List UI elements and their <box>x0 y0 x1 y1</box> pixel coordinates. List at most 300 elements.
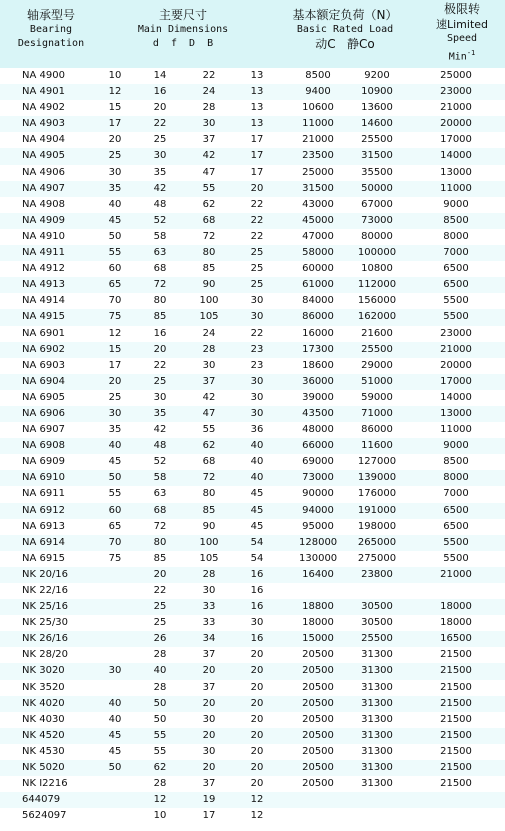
header-speed-cn2: 速Limited <box>435 18 489 31</box>
cell-d: 50 <box>108 472 122 484</box>
table-row <box>0 728 505 744</box>
cell-f: 28 <box>153 649 167 661</box>
cell-designation: NA 6901 <box>22 327 65 339</box>
cell-B: 23 <box>250 359 264 371</box>
cell-d: 45 <box>108 729 122 741</box>
header-load-sub: 动C 静Co <box>315 37 375 51</box>
cell-static-load: 31300 <box>361 745 393 757</box>
cell-static-load: 265000 <box>357 536 397 548</box>
cell-f: 30 <box>153 391 167 403</box>
cell-speed: 11000 <box>440 182 472 194</box>
table-header <box>0 0 505 68</box>
cell-D: 20 <box>202 729 216 741</box>
cell-D: 62 <box>202 440 216 452</box>
table-row <box>0 744 505 760</box>
cell-dynamic-load: 94000 <box>302 504 334 516</box>
cell-speed: 11000 <box>440 424 472 436</box>
cell-designation: NA 6908 <box>22 440 65 452</box>
header-load-cn: 基本额定负荷（N） <box>292 8 398 22</box>
cell-designation: NA 6914 <box>22 536 65 548</box>
cell-static-load: 191000 <box>357 504 397 516</box>
cell-speed: 23000 <box>440 327 472 339</box>
cell-designation: NA 6912 <box>22 504 65 516</box>
cell-d: 15 <box>108 102 122 114</box>
cell-B: 17 <box>250 134 264 146</box>
cell-D: 72 <box>202 472 216 484</box>
cell-designation: NK 3020 <box>22 665 65 677</box>
cell-f: 20 <box>153 343 167 355</box>
cell-D: 90 <box>202 279 216 291</box>
cell-B: 54 <box>250 552 264 564</box>
cell-B: 25 <box>250 279 264 291</box>
table-row <box>0 116 505 132</box>
cell-B: 30 <box>250 311 264 323</box>
cell-B: 36 <box>250 424 264 436</box>
cell-D: 30 <box>202 118 216 130</box>
cell-dynamic-load: 31500 <box>302 182 334 194</box>
cell-designation: NA 6915 <box>22 552 65 564</box>
table-row <box>0 406 505 422</box>
cell-static-load: 29000 <box>361 359 393 371</box>
table-row <box>0 615 505 631</box>
cell-f: 50 <box>153 697 167 709</box>
cell-speed: 21000 <box>440 343 472 355</box>
cell-designation: NA 4902 <box>22 102 65 114</box>
cell-dynamic-load: 17300 <box>302 343 334 355</box>
cell-speed: 21500 <box>440 697 472 709</box>
cell-d: 25 <box>108 150 122 162</box>
cell-dynamic-load: 16000 <box>302 327 334 339</box>
cell-speed: 20000 <box>440 118 472 130</box>
cell-dynamic-load: 20500 <box>302 778 334 790</box>
cell-designation: NA 4903 <box>22 118 65 130</box>
cell-B: 40 <box>250 472 264 484</box>
cell-D: 30 <box>202 745 216 757</box>
cell-B: 30 <box>250 295 264 307</box>
cell-D: 34 <box>202 633 216 645</box>
cell-D: 28 <box>202 102 216 114</box>
cell-d: 45 <box>108 745 122 757</box>
cell-D: 85 <box>202 263 216 275</box>
cell-speed: 8500 <box>443 456 469 468</box>
cell-designation: NA 4905 <box>22 150 65 162</box>
table-row <box>0 374 505 390</box>
cell-d: 55 <box>108 247 122 259</box>
cell-speed: 21500 <box>440 745 472 757</box>
header-dims-cn: 主要尺寸 <box>158 8 207 22</box>
cell-B: 25 <box>250 263 264 275</box>
cell-static-load: 23800 <box>361 568 393 580</box>
cell-f: 12 <box>153 794 167 806</box>
cell-f: 22 <box>153 118 167 130</box>
cell-dynamic-load: 18600 <box>302 359 334 371</box>
cell-d: 70 <box>108 536 122 548</box>
cell-f: 22 <box>153 359 167 371</box>
cell-static-load: 31300 <box>361 649 393 661</box>
cell-speed: 14000 <box>440 391 472 403</box>
cell-D: 24 <box>202 86 216 98</box>
table-row <box>0 486 505 502</box>
table-row <box>0 358 505 374</box>
header-dims-en1: Main Dimensions <box>137 24 229 35</box>
cell-designation: NA 6911 <box>22 488 65 500</box>
cell-static-load: 31300 <box>361 681 393 693</box>
cell-static-load: 80000 <box>361 230 393 242</box>
cell-B: 17 <box>250 150 264 162</box>
table-row <box>0 132 505 148</box>
cell-static-load: 31300 <box>361 665 393 677</box>
table-row <box>0 680 505 696</box>
cell-B: 45 <box>250 520 264 532</box>
cell-B: 16 <box>250 568 264 580</box>
cell-d: 45 <box>108 214 122 226</box>
cell-f: 42 <box>153 424 167 436</box>
cell-D: 72 <box>202 230 216 242</box>
cell-D: 28 <box>202 568 216 580</box>
cell-speed: 5500 <box>443 536 469 548</box>
cell-static-load: 112000 <box>357 279 397 291</box>
cell-dynamic-load: 47000 <box>302 230 334 242</box>
cell-speed: 13000 <box>440 407 472 419</box>
cell-dynamic-load: 69000 <box>302 456 334 468</box>
cell-dynamic-load: 16400 <box>302 568 334 580</box>
cell-d: 35 <box>108 424 122 436</box>
table-row <box>0 519 505 535</box>
cell-D: 37 <box>202 375 216 387</box>
cell-static-load: 13600 <box>361 102 393 114</box>
cell-d: 40 <box>108 440 122 452</box>
cell-dynamic-load: 20500 <box>302 729 334 741</box>
table-row <box>0 712 505 728</box>
cell-speed: 21500 <box>440 681 472 693</box>
cell-D: 62 <box>202 198 216 210</box>
cell-static-load: 25500 <box>361 343 393 355</box>
cell-D: 37 <box>202 134 216 146</box>
cell-speed: 8500 <box>443 214 469 226</box>
cell-D: 80 <box>202 488 216 500</box>
cell-dynamic-load: 18000 <box>302 617 334 629</box>
cell-f: 63 <box>153 247 167 259</box>
cell-speed: 21500 <box>440 665 472 677</box>
cell-f: 52 <box>153 456 167 468</box>
cell-speed: 5500 <box>443 311 469 323</box>
table-row <box>0 438 505 454</box>
cell-B: 45 <box>250 504 264 516</box>
cell-D: 85 <box>202 504 216 516</box>
table-row <box>0 309 505 325</box>
cell-dynamic-load: 58000 <box>302 247 334 259</box>
cell-speed: 17000 <box>440 375 472 387</box>
cell-designation: NA 6909 <box>22 456 65 468</box>
cell-f: 80 <box>153 295 167 307</box>
cell-D: 30 <box>202 359 216 371</box>
cell-static-load: 50000 <box>361 182 393 194</box>
cell-B: 20 <box>250 762 264 774</box>
cell-f: 72 <box>153 279 167 291</box>
cell-dynamic-load: 20500 <box>302 745 334 757</box>
cell-dynamic-load: 18800 <box>302 601 334 613</box>
cell-designation: NA 4900 <box>22 70 65 81</box>
cell-static-load: 86000 <box>361 424 393 436</box>
header-speed-unit-line <box>424 46 500 64</box>
header-basic-rated-load <box>274 8 416 52</box>
cell-designation: 644079 <box>22 794 61 806</box>
table-row <box>0 181 505 197</box>
cell-d: 25 <box>108 391 122 403</box>
cell-speed: 9000 <box>443 440 469 452</box>
cell-designation: NK 26/16 <box>22 633 69 645</box>
cell-B: 20 <box>250 778 264 790</box>
table-row <box>0 326 505 342</box>
cell-B: 23 <box>250 343 264 355</box>
cell-dynamic-load: 128000 <box>299 536 338 548</box>
cell-static-load: 9200 <box>364 70 390 81</box>
table-row <box>0 696 505 712</box>
cell-D: 47 <box>202 407 216 419</box>
header-limited-speed <box>424 2 500 64</box>
cell-B: 13 <box>250 70 264 81</box>
cell-speed: 20000 <box>440 359 472 371</box>
cell-B: 22 <box>250 327 264 339</box>
cell-D: 22 <box>202 70 216 81</box>
cell-designation: NK 20/16 <box>22 568 69 580</box>
cell-D: 30 <box>202 585 216 596</box>
cell-B: 30 <box>250 375 264 387</box>
cell-d: 10 <box>108 70 122 81</box>
cell-static-load: 162000 <box>357 311 397 323</box>
table-row <box>0 567 505 583</box>
cell-dynamic-load: 130000 <box>299 552 338 564</box>
cell-d: 40 <box>108 697 122 709</box>
table-row <box>0 229 505 245</box>
cell-dynamic-load: 61000 <box>302 279 334 291</box>
table-row <box>0 277 505 293</box>
cell-static-load: 14600 <box>361 118 393 130</box>
cell-f: 25 <box>153 617 167 629</box>
cell-designation: NA 6902 <box>22 343 65 355</box>
cell-B: 45 <box>250 488 264 500</box>
cell-speed: 21500 <box>440 762 472 774</box>
cell-D: 19 <box>202 794 216 806</box>
table-row <box>0 261 505 277</box>
cell-static-load: 31300 <box>361 729 393 741</box>
table-row <box>0 197 505 213</box>
cell-dynamic-load: 86000 <box>302 311 334 323</box>
cell-speed: 17000 <box>440 134 472 146</box>
cell-speed: 21000 <box>440 568 472 580</box>
cell-d: 65 <box>108 279 122 291</box>
table-row <box>0 454 505 470</box>
cell-D: 37 <box>202 649 216 661</box>
cell-speed: 6500 <box>443 263 469 275</box>
cell-B: 20 <box>250 649 264 661</box>
table-row <box>0 776 505 792</box>
cell-d: 15 <box>108 343 122 355</box>
cell-B: 22 <box>250 198 264 210</box>
header-bearing-en1: Bearing <box>29 24 73 35</box>
cell-speed: 25000 <box>440 70 472 81</box>
table-row <box>0 422 505 438</box>
cell-f: 55 <box>153 745 167 757</box>
cell-speed: 21500 <box>440 729 472 741</box>
table-row <box>0 148 505 164</box>
table-row <box>0 470 505 486</box>
cell-D: 20 <box>202 697 216 709</box>
cell-f: 52 <box>153 214 167 226</box>
cell-D: 37 <box>202 681 216 693</box>
cell-B: 20 <box>250 745 264 757</box>
cell-B: 20 <box>250 665 264 677</box>
cell-designation: NK 4020 <box>22 697 65 709</box>
cell-f: 48 <box>153 440 167 452</box>
cell-dynamic-load: 11000 <box>302 118 334 130</box>
cell-designation: NA 4912 <box>22 263 65 275</box>
cell-speed: 8000 <box>443 230 469 242</box>
cell-designation: NA 4907 <box>22 182 65 194</box>
cell-dynamic-load: 8500 <box>305 70 331 81</box>
cell-dynamic-load: 20500 <box>302 649 334 661</box>
cell-designation: NA 4913 <box>22 279 65 291</box>
cell-static-load: 275000 <box>357 552 397 564</box>
cell-designation: NA 6913 <box>22 520 65 532</box>
cell-B: 13 <box>250 118 264 130</box>
cell-static-load: 176000 <box>357 488 397 500</box>
header-main-dimensions <box>118 8 248 51</box>
cell-designation: NA 4911 <box>22 247 65 259</box>
cell-D: 33 <box>202 601 216 613</box>
cell-dynamic-load: 60000 <box>302 263 334 275</box>
cell-f: 68 <box>153 504 167 516</box>
cell-B: 20 <box>250 713 264 725</box>
cell-D: 24 <box>202 327 216 339</box>
cell-static-load: 31300 <box>361 762 393 774</box>
header-speed-en: Speed <box>446 33 478 44</box>
table-row <box>0 100 505 116</box>
cell-f: 72 <box>153 520 167 532</box>
cell-speed: 23000 <box>440 86 472 98</box>
header-speed-cn: 极限转 <box>443 2 480 16</box>
cell-f: 85 <box>153 552 167 564</box>
cell-B: 22 <box>250 230 264 242</box>
cell-static-load: 31300 <box>361 778 393 790</box>
cell-static-load: 11600 <box>361 440 393 452</box>
cell-D: 33 <box>202 617 216 629</box>
cell-d: 60 <box>108 263 122 275</box>
cell-f: 25 <box>153 375 167 387</box>
cell-dynamic-load: 20500 <box>302 665 334 677</box>
cell-D: 42 <box>202 391 216 403</box>
cell-B: 16 <box>250 585 264 596</box>
cell-designation: NK 25/16 <box>22 601 69 613</box>
cell-speed: 7000 <box>443 488 469 500</box>
cell-static-load: 21600 <box>361 327 393 339</box>
cell-d: 30 <box>108 166 122 178</box>
cell-B: 30 <box>250 391 264 403</box>
cell-speed: 13000 <box>440 166 472 178</box>
cell-dynamic-load: 10600 <box>302 102 334 114</box>
cell-B: 30 <box>250 617 264 629</box>
header-bearing-en2: Designation <box>17 38 85 49</box>
cell-static-load: 73000 <box>361 214 393 226</box>
cell-f: 42 <box>153 182 167 194</box>
cell-speed: 21000 <box>440 102 472 114</box>
cell-d: 50 <box>108 762 122 774</box>
cell-d: 70 <box>108 295 122 307</box>
cell-d: 17 <box>108 118 122 130</box>
cell-speed: 21500 <box>440 713 472 725</box>
cell-d: 65 <box>108 520 122 532</box>
cell-designation: NK 22/16 <box>22 585 69 596</box>
cell-designation: NA 6905 <box>22 391 65 403</box>
cell-speed: 21500 <box>440 649 472 661</box>
cell-D: 80 <box>202 247 216 259</box>
cell-D: 20 <box>202 762 216 774</box>
cell-D: 17 <box>202 810 216 822</box>
cell-speed: 6500 <box>443 520 469 532</box>
cell-B: 40 <box>250 440 264 452</box>
cell-designation: NA 6906 <box>22 407 65 419</box>
cell-f: 20 <box>153 102 167 114</box>
cell-static-load: 31500 <box>361 150 393 162</box>
cell-designation: NK I2216 <box>22 778 68 790</box>
cell-dynamic-load: 20500 <box>302 762 334 774</box>
cell-dynamic-load: 66000 <box>302 440 334 452</box>
cell-B: 20 <box>250 697 264 709</box>
cell-d: 35 <box>108 182 122 194</box>
table-row <box>0 647 505 663</box>
cell-B: 30 <box>250 407 264 419</box>
cell-f: 62 <box>153 762 167 774</box>
cell-D: 55 <box>202 182 216 194</box>
cell-dynamic-load: 21000 <box>302 134 334 146</box>
cell-B: 22 <box>250 214 264 226</box>
cell-f: 26 <box>153 633 167 645</box>
cell-designation: NA 4910 <box>22 230 65 242</box>
cell-D: 37 <box>202 778 216 790</box>
cell-static-load: 30500 <box>361 601 393 613</box>
table-row <box>0 760 505 776</box>
cell-static-load: 25500 <box>361 633 393 645</box>
cell-dynamic-load: 36000 <box>302 375 334 387</box>
cell-speed: 16500 <box>440 633 472 645</box>
cell-static-load: 31300 <box>361 713 393 725</box>
cell-D: 30 <box>202 713 216 725</box>
table-row <box>0 583 505 599</box>
cell-dynamic-load: 15000 <box>302 633 334 645</box>
cell-B: 17 <box>250 166 264 178</box>
table-body <box>0 68 505 824</box>
cell-f: 25 <box>153 134 167 146</box>
cell-D: 100 <box>199 536 219 548</box>
cell-static-load: 10900 <box>361 86 393 98</box>
table-row <box>0 663 505 679</box>
cell-designation: NA 4904 <box>22 134 65 146</box>
cell-D: 105 <box>199 552 219 564</box>
table-row <box>0 551 505 567</box>
cell-dynamic-load: 95000 <box>302 520 334 532</box>
cell-static-load: 31300 <box>361 697 393 709</box>
cell-d: 50 <box>108 230 122 242</box>
cell-f: 58 <box>153 230 167 242</box>
cell-d: 30 <box>108 407 122 419</box>
cell-D: 55 <box>202 424 216 436</box>
cell-d: 12 <box>108 327 122 339</box>
header-bearing-cn: 轴承型号 <box>26 8 75 22</box>
header-bearing-designation <box>2 8 100 51</box>
cell-B: 16 <box>250 633 264 645</box>
cell-B: 16 <box>250 601 264 613</box>
header-speed-unit: Min <box>448 51 467 63</box>
